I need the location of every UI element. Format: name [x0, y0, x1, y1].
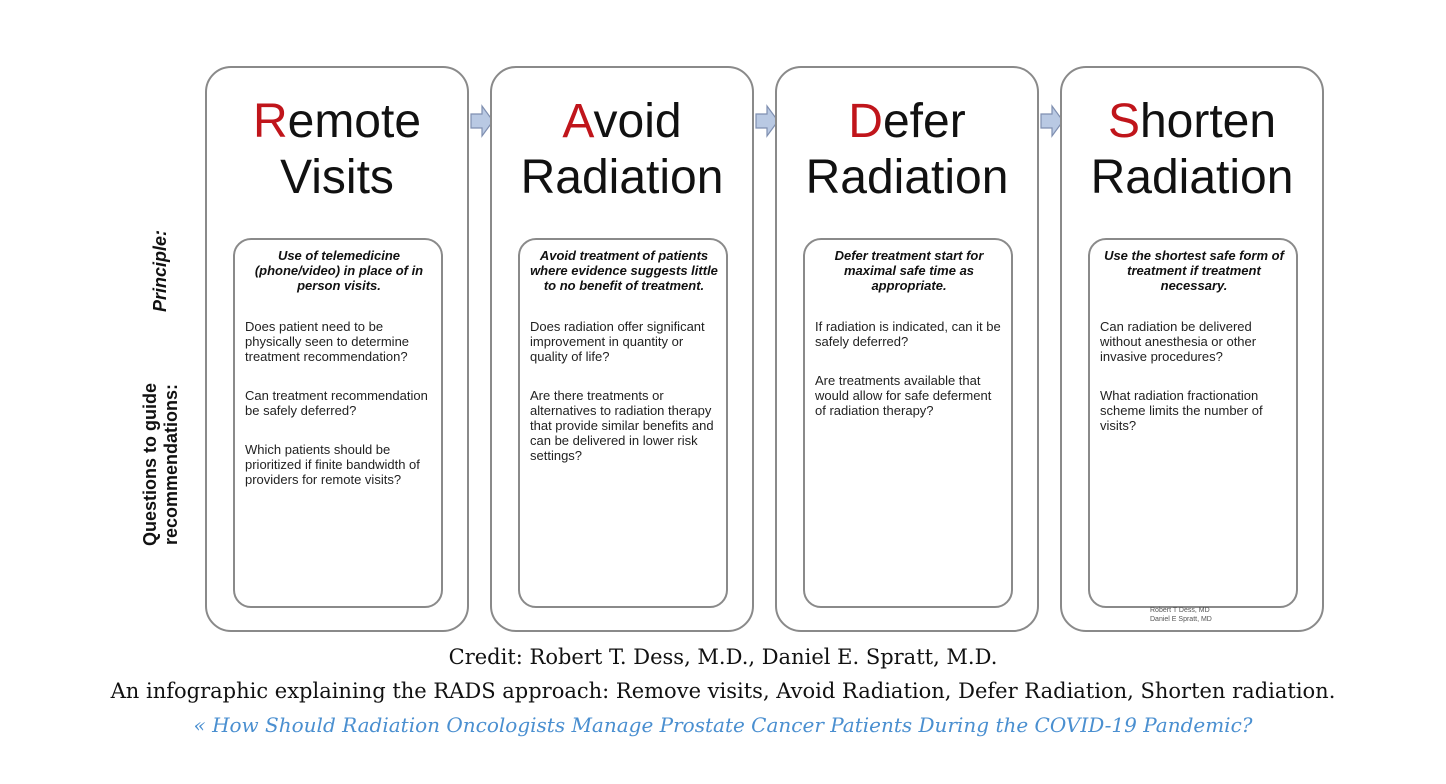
question-item: Are treatments available that would allow for safe deferment of radiation therapy? — [815, 373, 992, 418]
title-rest: efer — [882, 95, 966, 148]
title-line2: Radiation — [1090, 151, 1294, 204]
questions-side-label-line2: recommendations: — [161, 383, 181, 546]
questions-side-label — [140, 383, 182, 546]
principle-text: Defer treatment start for maximal safe time as appropriate. — [834, 248, 984, 293]
question-item: Can treatment recommendation be safely deferred? — [245, 388, 428, 418]
questions-side-label-line1: Questions to guide — [140, 382, 160, 546]
principle-box — [1088, 238, 1298, 608]
principle-side-label: Principle: — [150, 229, 170, 312]
question-item: Does radiation offer significant improvement in quantity or quality of life? — [530, 319, 705, 364]
image-credit: Credit: Robert T. Dess, M.D., Daniel E. Spratt, M.D. — [448, 645, 998, 669]
panel-remote-visits — [205, 66, 469, 632]
panel-title — [492, 94, 752, 206]
author-signature — [1150, 606, 1212, 624]
question-item: If radiation is indicated, can it be safely deferred? — [815, 319, 1001, 349]
title-initial: S — [1107, 95, 1140, 148]
principle-box — [233, 238, 443, 608]
question-item: Does patient need to be physically seen to determine treatment recommendation? — [245, 319, 410, 364]
title-initial: D — [848, 95, 883, 148]
principle-text: Avoid treatment of patients where evidence suggests little to no benefit of treatment. — [530, 248, 718, 293]
question-item: Can radiation be delivered without anesthesia or other invasive procedures? — [1100, 319, 1257, 364]
panel-avoid-radiation — [490, 66, 754, 632]
panel-shorten-radiation — [1060, 66, 1324, 632]
principle-text: Use of telemedicine (phone/video) in place of in person visits. — [254, 248, 424, 293]
title-rest: horten — [1139, 95, 1277, 148]
question-item: What radiation fractionation scheme limits the number of visits? — [1100, 388, 1263, 433]
title-initial: A — [562, 95, 594, 148]
title-line2: Radiation — [520, 151, 724, 204]
title-initial: R — [252, 95, 288, 148]
principle-box — [803, 238, 1013, 608]
panel-title — [777, 94, 1037, 206]
principle-text: Use the shortest safe form of treatment if treatment necessary. — [1104, 248, 1284, 293]
panel-defer-radiation — [775, 66, 1039, 632]
panel-title — [207, 94, 467, 206]
question-item: Are there treatments or alternatives to radiation therapy that provide similar benefits and can be delivered in lower risk settings? — [530, 388, 714, 463]
signature-line1: Robert T Dess, MD — [1150, 607, 1210, 614]
signature-line2: Daniel E Spratt, MD — [1150, 616, 1212, 623]
title-line2: Radiation — [805, 151, 1009, 204]
panel-title — [1062, 94, 1322, 206]
title-rest: emote — [287, 95, 422, 148]
principle-box — [518, 238, 728, 608]
question-item: Which patients should be prioritized if finite bandwidth of providers for remote visits? — [245, 442, 420, 487]
back-to-article-link[interactable]: « How Should Radiation Oncologists Manage Prostate Cancer Patients During the COVID-19 Pandemic? — [193, 713, 1253, 737]
image-caption: An infographic explaining the RADS approach: Remove visits, Avoid Radiation, Defer Radiation, Shorten radiation. — [110, 679, 1336, 703]
title-rest: void — [593, 95, 682, 148]
title-line2: Visits — [280, 151, 394, 204]
